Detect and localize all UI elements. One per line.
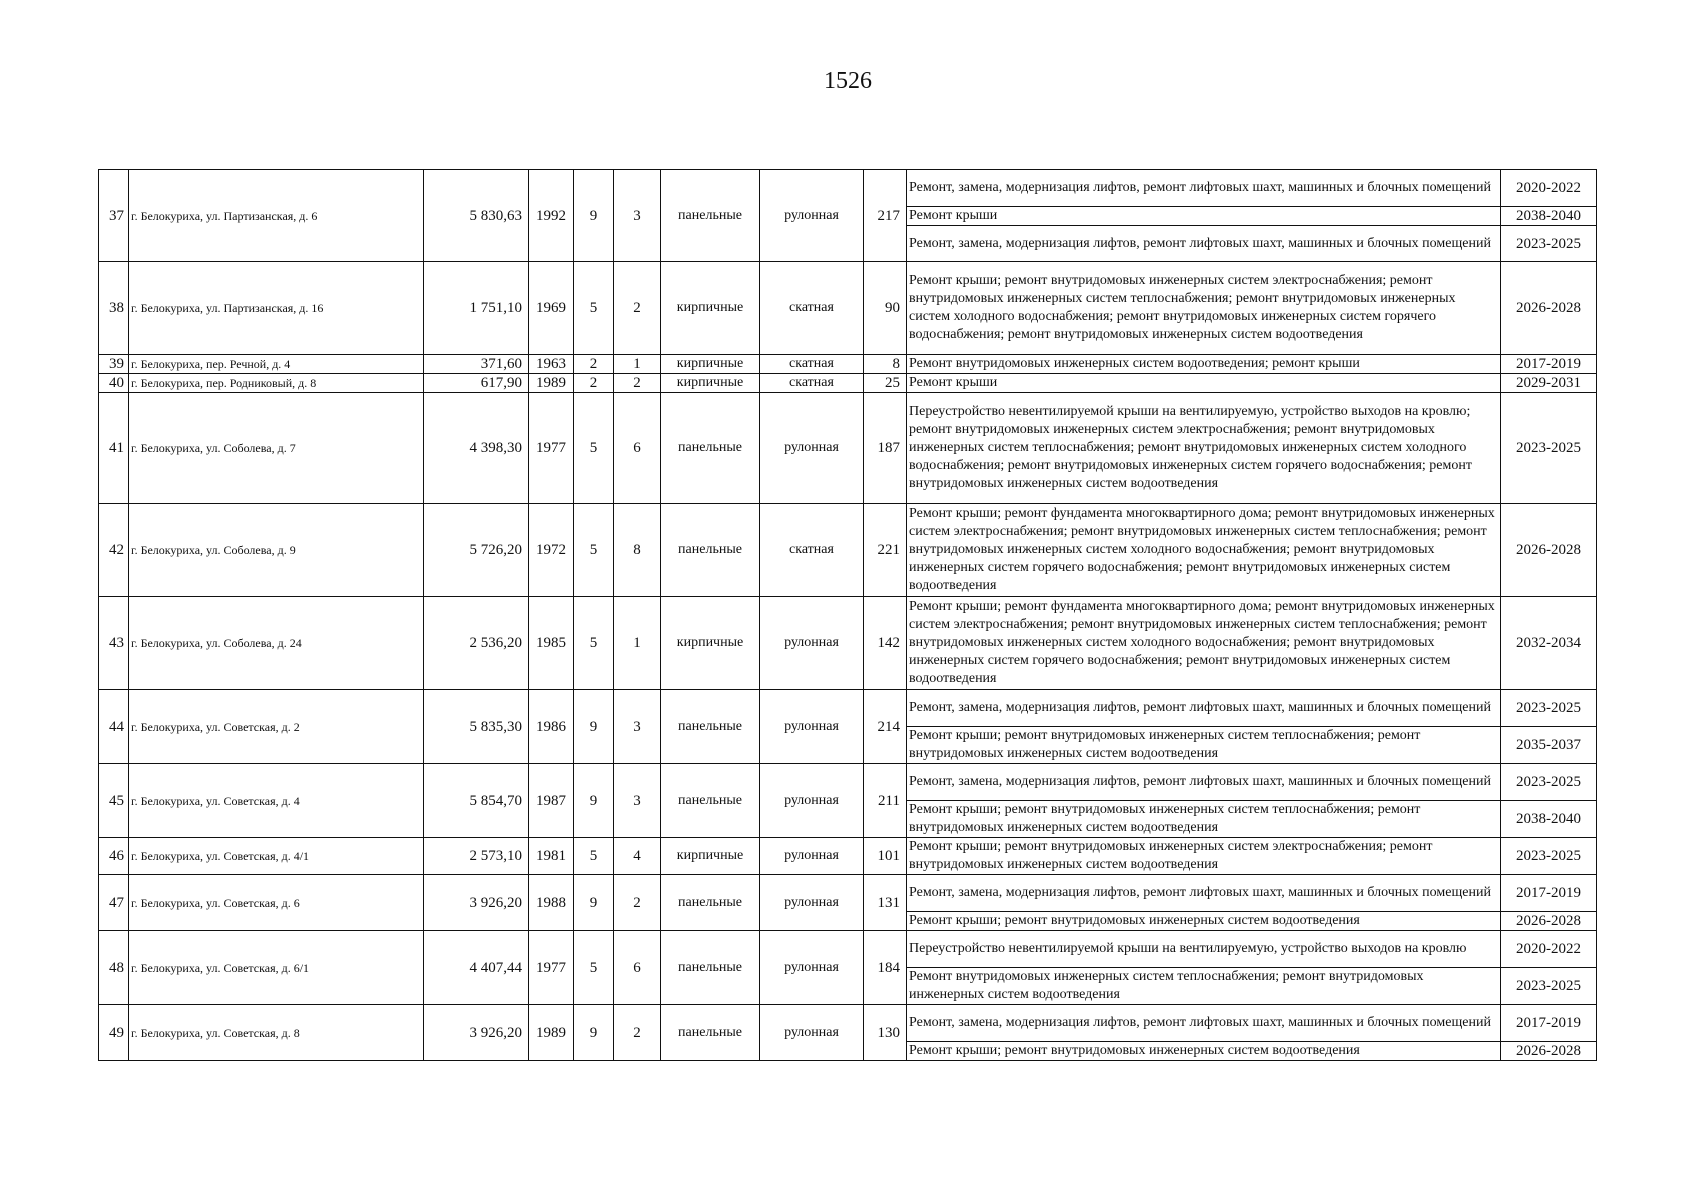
work-description-cell: Ремонт, замена, модернизация лифтов, ремонт лифтовых шахт, машинных и блочных помещений [907,170,1501,207]
area-cell: 5 835,30 [424,690,529,764]
work-description-cell: Ремонт крыши; ремонт фундамента многоквартирного дома; ремонт внутридомовых инженерных систем электроснабжения; ремонт внутридомовых инженерных систем теплоснабжения; ремонт внутридомовых инженерных систем холодного водоснабжения; ремонт внутридомовых инженерных систем горячего водоснабжения; ремонт внутридомовых инженерных систем водоотведения [907,597,1501,690]
floors-cell: 5 [574,597,614,690]
year-cell: 1989 [529,374,574,393]
area-cell: 4 407,44 [424,931,529,1005]
residents-cell: 214 [864,690,907,764]
work-description-cell: Ремонт крыши; ремонт внутридомовых инженерных систем теплоснабжения; ремонт внутридомовых инженерных систем водоотведения [907,727,1501,764]
walls-cell: кирпичные [661,838,760,875]
entrances-cell: 8 [614,504,661,597]
floors-cell: 5 [574,262,614,355]
residents-cell: 8 [864,355,907,374]
roof-cell: рулонная [760,1005,864,1061]
period-cell: 2017-2019 [1501,875,1597,912]
entrances-cell: 6 [614,931,661,1005]
work-description-cell: Ремонт, замена, модернизация лифтов, ремонт лифтовых шахт, машинных и блочных помещений [907,875,1501,912]
walls-cell: панельные [661,393,760,504]
roof-cell: рулонная [760,764,864,838]
table-row [99,374,1597,393]
work-description-cell: Ремонт внутридомовых инженерных систем водоотведения; ремонт крыши [907,355,1501,374]
address-cell: г. Белокуриха, ул. Соболева, д. 9 [129,504,424,597]
floors-cell: 9 [574,690,614,764]
address-cell: г. Белокуриха, ул. Советская, д. 6/1 [129,931,424,1005]
residents-cell: 217 [864,170,907,262]
year-cell: 1977 [529,393,574,504]
year-cell: 1986 [529,690,574,764]
area-cell: 3 926,20 [424,875,529,931]
year-cell: 1987 [529,764,574,838]
residents-cell: 187 [864,393,907,504]
period-cell: 2023-2025 [1501,968,1597,1005]
floors-cell: 2 [574,355,614,374]
residents-cell: 101 [864,838,907,875]
table-row [99,931,1597,968]
address-cell: г. Белокуриха, ул. Советская, д. 6 [129,875,424,931]
area-cell: 5 726,20 [424,504,529,597]
area-cell: 5 854,70 [424,764,529,838]
work-description-cell: Ремонт крыши; ремонт внутридомовых инженерных систем электроснабжения; ремонт внутридомовых инженерных систем водоотведения [907,838,1501,875]
table-row [99,875,1597,912]
work-description-cell: Ремонт, замена, модернизация лифтов, ремонт лифтовых шахт, машинных и блочных помещений [907,764,1501,801]
floors-cell: 9 [574,764,614,838]
address-cell: г. Белокуриха, ул. Советская, д. 4 [129,764,424,838]
work-description-cell: Ремонт крыши; ремонт внутридомовых инженерных систем теплоснабжения; ремонт внутридомовых инженерных систем водоотведения [907,801,1501,838]
walls-cell: кирпичные [661,355,760,374]
address-cell: г. Белокуриха, ул. Советская, д. 8 [129,1005,424,1061]
walls-cell: панельные [661,690,760,764]
floors-cell: 9 [574,170,614,262]
address-cell: г. Белокуриха, ул. Соболева, д. 24 [129,597,424,690]
work-description-cell: Ремонт, замена, модернизация лифтов, ремонт лифтовых шахт, машинных и блочных помещений [907,1005,1501,1042]
period-cell: 2038-2040 [1501,801,1597,838]
table-row [99,504,1597,597]
year-cell: 1972 [529,504,574,597]
period-cell: 2023-2025 [1501,690,1597,727]
period-cell: 2023-2025 [1501,838,1597,875]
area-cell: 3 926,20 [424,1005,529,1061]
year-cell: 1969 [529,262,574,355]
residents-cell: 221 [864,504,907,597]
row-number: 40 [99,374,129,393]
row-number: 46 [99,838,129,875]
floors-cell: 5 [574,838,614,875]
period-cell: 2020-2022 [1501,170,1597,207]
table-body [99,170,1597,1061]
row-number: 37 [99,170,129,262]
roof-cell: скатная [760,504,864,597]
roof-cell: рулонная [760,170,864,262]
walls-cell: кирпичные [661,262,760,355]
row-number: 43 [99,597,129,690]
table-row [99,393,1597,504]
row-number: 39 [99,355,129,374]
work-description-cell: Ремонт, замена, модернизация лифтов, ремонт лифтовых шахт, машинных и блочных помещений [907,690,1501,727]
row-number: 44 [99,690,129,764]
walls-cell: панельные [661,931,760,1005]
residents-cell: 90 [864,262,907,355]
entrances-cell: 3 [614,690,661,764]
table-row [99,355,1597,374]
entrances-cell: 6 [614,393,661,504]
row-number: 42 [99,504,129,597]
year-cell: 1977 [529,931,574,1005]
address-cell: г. Белокуриха, ул. Партизанская, д. 6 [129,170,424,262]
address-cell: г. Белокуриха, ул. Соболева, д. 7 [129,393,424,504]
entrances-cell: 3 [614,764,661,838]
walls-cell: кирпичные [661,374,760,393]
residents-cell: 130 [864,1005,907,1061]
floors-cell: 5 [574,931,614,1005]
period-cell: 2026-2028 [1501,1042,1597,1061]
residents-cell: 184 [864,931,907,1005]
period-cell: 2032-2034 [1501,597,1597,690]
roof-cell: скатная [760,355,864,374]
work-description-cell: Ремонт крыши; ремонт фундамента многоквартирного дома; ремонт внутридомовых инженерных систем электроснабжения; ремонт внутридомовых инженерных систем теплоснабжения; ремонт внутридомовых инженерных систем холодного водоснабжения; ремонт внутридомовых инженерных систем горячего водоснабжения; ремонт внутридомовых инженерных систем водоотведения [907,504,1501,597]
period-cell: 2023-2025 [1501,393,1597,504]
year-cell: 1985 [529,597,574,690]
work-description-cell: Ремонт крыши [907,207,1501,226]
entrances-cell: 2 [614,1005,661,1061]
roof-cell: рулонная [760,690,864,764]
address-cell: г. Белокуриха, ул. Советская, д. 2 [129,690,424,764]
row-number: 45 [99,764,129,838]
roof-cell: рулонная [760,838,864,875]
address-cell: г. Белокуриха, пер. Речной, д. 4 [129,355,424,374]
table-row [99,690,1597,727]
entrances-cell: 2 [614,875,661,931]
entrances-cell: 2 [614,374,661,393]
period-cell: 2017-2019 [1501,355,1597,374]
table-row [99,262,1597,355]
period-cell: 2017-2019 [1501,1005,1597,1042]
walls-cell: панельные [661,504,760,597]
entrances-cell: 1 [614,597,661,690]
address-cell: г. Белокуриха, ул. Партизанская, д. 16 [129,262,424,355]
area-cell: 2 573,10 [424,838,529,875]
floors-cell: 9 [574,1005,614,1061]
period-cell: 2026-2028 [1501,262,1597,355]
walls-cell: панельные [661,764,760,838]
row-number: 41 [99,393,129,504]
repair-plan-table-wrap [98,169,1596,1061]
year-cell: 1963 [529,355,574,374]
walls-cell: кирпичные [661,597,760,690]
work-description-cell: Ремонт крыши; ремонт внутридомовых инженерных систем электроснабжения; ремонт внутридомовых инженерных систем теплоснабжения; ремонт внутридомовых инженерных систем холодного водоснабжения; ремонт внутридомовых инженерных систем горячего водоснабжения; ремонт внутридомовых инженерных систем водоотведения [907,262,1501,355]
work-description-cell: Ремонт крыши [907,374,1501,393]
area-cell: 2 536,20 [424,597,529,690]
floors-cell: 9 [574,875,614,931]
work-description-cell: Переустройство невентилируемой крыши на вентилируемую, устройство выходов на кровлю [907,931,1501,968]
page-number: 1526 [824,68,872,94]
period-cell: 2023-2025 [1501,226,1597,262]
roof-cell: рулонная [760,875,864,931]
year-cell: 1981 [529,838,574,875]
area-cell: 4 398,30 [424,393,529,504]
entrances-cell: 1 [614,355,661,374]
table-row [99,764,1597,801]
period-cell: 2026-2028 [1501,504,1597,597]
work-description-cell: Ремонт крыши; ремонт внутридомовых инженерных систем водоотведения [907,1042,1501,1061]
roof-cell: скатная [760,374,864,393]
work-description-cell: Переустройство невентилируемой крыши на вентилируемую, устройство выходов на кровлю; ремонт внутридомовых инженерных систем электроснабжения; ремонт внутридомовых инженерных систем теплоснабжения; ремонт внутридомовых инженерных систем холодного водоснабжения; ремонт внутридомовых инженерных систем горячего водоснабжения; ремонт внутридомовых инженерных систем водоотведения [907,393,1501,504]
floors-cell: 5 [574,504,614,597]
roof-cell: рулонная [760,597,864,690]
entrances-cell: 3 [614,170,661,262]
area-cell: 617,90 [424,374,529,393]
period-cell: 2038-2040 [1501,207,1597,226]
row-number: 47 [99,875,129,931]
residents-cell: 131 [864,875,907,931]
row-number: 48 [99,931,129,1005]
table-row [99,838,1597,875]
period-cell: 2026-2028 [1501,912,1597,931]
area-cell: 1 751,10 [424,262,529,355]
roof-cell: скатная [760,262,864,355]
table-row [99,170,1597,207]
period-cell: 2023-2025 [1501,764,1597,801]
area-cell: 371,60 [424,355,529,374]
entrances-cell: 2 [614,262,661,355]
walls-cell: панельные [661,170,760,262]
area-cell: 5 830,63 [424,170,529,262]
year-cell: 1989 [529,1005,574,1061]
address-cell: г. Белокуриха, ул. Советская, д. 4/1 [129,838,424,875]
address-cell: г. Белокуриха, пер. Родниковый, д. 8 [129,374,424,393]
work-description-cell: Ремонт внутридомовых инженерных систем теплоснабжения; ремонт внутридомовых инженерных систем водоотведения [907,968,1501,1005]
period-cell: 2035-2037 [1501,727,1597,764]
repair-plan-table [98,169,1597,1061]
roof-cell: рулонная [760,393,864,504]
row-number: 38 [99,262,129,355]
walls-cell: панельные [661,875,760,931]
year-cell: 1992 [529,170,574,262]
year-cell: 1988 [529,875,574,931]
period-cell: 2029-2031 [1501,374,1597,393]
residents-cell: 142 [864,597,907,690]
work-description-cell: Ремонт крыши; ремонт внутридомовых инженерных систем водоотведения [907,912,1501,931]
floors-cell: 5 [574,393,614,504]
roof-cell: рулонная [760,931,864,1005]
floors-cell: 2 [574,374,614,393]
residents-cell: 211 [864,764,907,838]
residents-cell: 25 [864,374,907,393]
table-row [99,1005,1597,1042]
work-description-cell: Ремонт, замена, модернизация лифтов, ремонт лифтовых шахт, машинных и блочных помещений [907,226,1501,262]
table-row [99,597,1597,690]
row-number: 49 [99,1005,129,1061]
entrances-cell: 4 [614,838,661,875]
period-cell: 2020-2022 [1501,931,1597,968]
walls-cell: панельные [661,1005,760,1061]
